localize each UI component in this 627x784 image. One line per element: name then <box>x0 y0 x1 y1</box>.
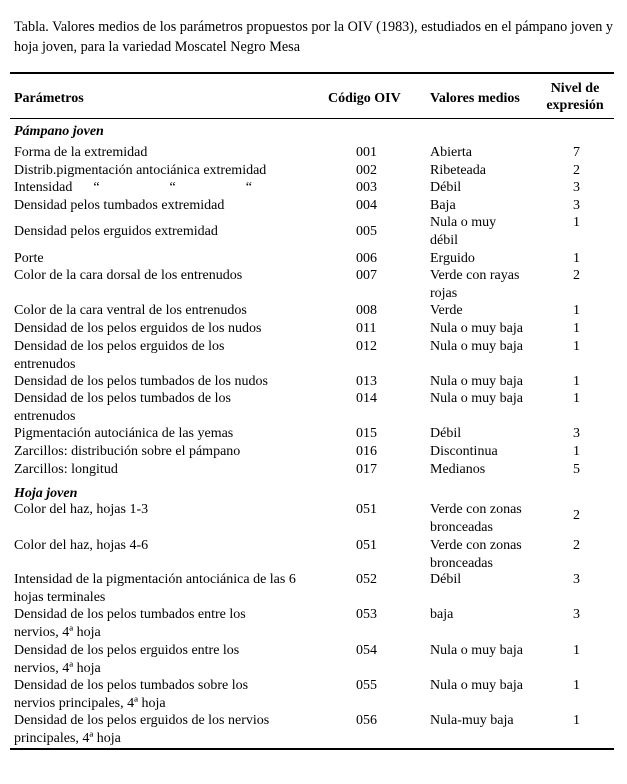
cell-codigo: 006 <box>356 251 377 266</box>
cell-nivel: 1 <box>573 303 580 318</box>
cell-nivel: 1 <box>573 713 580 728</box>
cell-valor: Débil <box>430 572 462 587</box>
cell-codigo: 004 <box>356 198 377 213</box>
cell-valor: Nula o muy baja <box>430 321 523 336</box>
cell-nivel: 1 <box>573 321 580 336</box>
cell-valor: Verde <box>430 303 463 318</box>
cell-nivel: 3 <box>573 180 580 195</box>
cell-valor: Discontinua <box>430 444 498 459</box>
cell-valor: Nula o muy débil <box>430 215 497 248</box>
cell-parametro: Pigmentación autociánica de las yemas <box>14 426 234 441</box>
cell-codigo: 008 <box>356 303 377 318</box>
cell-parametro: Color de la cara dorsal de los entrenudos <box>14 268 243 283</box>
cell-nivel: 2 <box>573 508 580 523</box>
cell-nivel: 2 <box>573 163 580 178</box>
cell-valor: Nula o muy baja <box>430 339 523 354</box>
header-codigo: Código OIV <box>328 91 401 106</box>
cell-codigo: 005 <box>356 224 377 239</box>
cell-codigo: 007 <box>356 268 377 283</box>
cell-parametro: Zarcillos: longitud <box>14 462 118 477</box>
cell-nivel: 2 <box>573 538 580 553</box>
cell-parametro: Distrib.pigmentación antociánica extremidad <box>14 163 267 178</box>
cell-parametro: Densidad de los pelos tumbados de los entrenudos <box>14 391 231 424</box>
cell-codigo: 055 <box>356 678 377 693</box>
cell-nivel: 3 <box>573 607 580 622</box>
header-valores: Valores medios <box>430 91 520 106</box>
header-parametros: Parámetros <box>14 91 84 106</box>
cell-nivel: 1 <box>573 215 580 230</box>
cell-valor: Abierta <box>430 145 472 160</box>
cell-valor: baja <box>430 607 454 622</box>
cell-parametro: Densidad de los pelos tumbados entre los nervios, 4ª hoja <box>14 607 246 640</box>
cell-parametro: Densidad de los pelos erguidos de los nervios principales, 4ª hoja <box>14 713 270 746</box>
cell-nivel: 1 <box>573 339 580 354</box>
cell-parametro: Intensidad de la pigmentación antociánica de las 6 hojas terminales <box>14 572 296 605</box>
cell-nivel: 1 <box>573 678 580 693</box>
bottom-rule <box>10 748 614 750</box>
cell-valor: Ribeteada <box>430 163 486 178</box>
cell-valor: Débil <box>430 180 462 195</box>
cell-codigo: 056 <box>356 713 377 728</box>
cell-codigo: 001 <box>356 145 377 160</box>
cell-parametro: Densidad de los pelos erguidos de los entrenudos <box>14 339 225 372</box>
cell-codigo: 003 <box>356 180 377 195</box>
header-nivel <box>540 80 610 114</box>
cell-nivel: 1 <box>573 643 580 658</box>
cell-codigo: 016 <box>356 444 377 459</box>
cell-nivel: 2 <box>573 268 580 283</box>
cell-nivel: 1 <box>573 251 580 266</box>
top-rule <box>10 72 614 74</box>
cell-valor: Verde con zonas bronceadas <box>430 538 522 571</box>
cell-valor: Verde con rayas rojas <box>430 268 520 301</box>
cell-valor: Nula o muy baja <box>430 643 523 658</box>
header-rule <box>10 118 614 119</box>
cell-nivel: 3 <box>573 572 580 587</box>
cell-parametro: Densidad de los pelos erguidos entre los nervios, 4ª hoja <box>14 643 240 676</box>
cell-nivel: 1 <box>573 391 580 406</box>
cell-codigo: 051 <box>356 538 377 553</box>
cell-parametro: Intensidad “ “ “ <box>14 180 252 195</box>
cell-parametro: Porte <box>14 251 44 266</box>
cell-nivel: 3 <box>573 198 580 213</box>
cell-parametro: Densidad pelos tumbados extremidad <box>14 198 225 213</box>
cell-parametro: Forma de la extremidad <box>14 145 148 160</box>
cell-codigo: 017 <box>356 462 377 477</box>
cell-codigo: 053 <box>356 607 377 622</box>
cell-valor: Débil <box>430 426 462 441</box>
cell-codigo: 015 <box>356 426 377 441</box>
cell-nivel: 3 <box>573 426 580 441</box>
cell-parametro: Densidad pelos erguidos extremidad <box>14 224 218 239</box>
cell-valor: Medianos <box>430 462 486 477</box>
cell-codigo: 051 <box>356 502 377 517</box>
cell-parametro: Densidad de los pelos erguidos de los nudos <box>14 321 262 336</box>
cell-valor: Baja <box>430 198 456 213</box>
cell-valor: Verde con zonas bronceadas <box>430 502 522 535</box>
cell-nivel: 1 <box>573 374 580 389</box>
section-title: Hoja joven <box>14 486 78 501</box>
cell-valor: Nula-muy baja <box>430 713 514 728</box>
cell-parametro: Color del haz, hojas 1-3 <box>14 502 149 517</box>
cell-parametro: Zarcillos: distribución sobre el pámpano <box>14 444 241 459</box>
cell-codigo: 012 <box>356 339 377 354</box>
cell-nivel: 5 <box>573 462 580 477</box>
cell-valor: Erguido <box>430 251 475 266</box>
cell-valor: Nula o muy baja <box>430 391 523 406</box>
cell-codigo: 052 <box>356 572 377 587</box>
cell-parametro: Densidad de los pelos tumbados de los nudos <box>14 374 268 389</box>
cell-nivel: 7 <box>573 145 580 160</box>
section-title: Pámpano joven <box>14 124 104 139</box>
cell-valor: Nula o muy baja <box>430 678 523 693</box>
cell-nivel: 1 <box>573 444 580 459</box>
cell-parametro: Densidad de los pelos tumbados sobre los nervios principales, 4ª hoja <box>14 678 249 711</box>
cell-codigo: 014 <box>356 391 377 406</box>
cell-valor: Nula o muy baja <box>430 374 523 389</box>
header-nivel-line2: expresión <box>546 98 604 113</box>
cell-codigo: 002 <box>356 163 377 178</box>
header-nivel-line1: Nivel de <box>550 81 600 96</box>
cell-parametro: Color de la cara ventral de los entrenudos <box>14 303 247 318</box>
table-caption: Tabla. Valores medios de los parámetros propuestos por la OIV (1983), estudiados en el pámpano joven y hoja joven, para la variedad Moscatel Negro Mesa <box>14 19 613 55</box>
cell-codigo: 054 <box>356 643 377 658</box>
cell-parametro: Color del haz, hojas 4-6 <box>14 538 149 553</box>
cell-codigo: 013 <box>356 374 377 389</box>
cell-codigo: 011 <box>356 321 377 336</box>
